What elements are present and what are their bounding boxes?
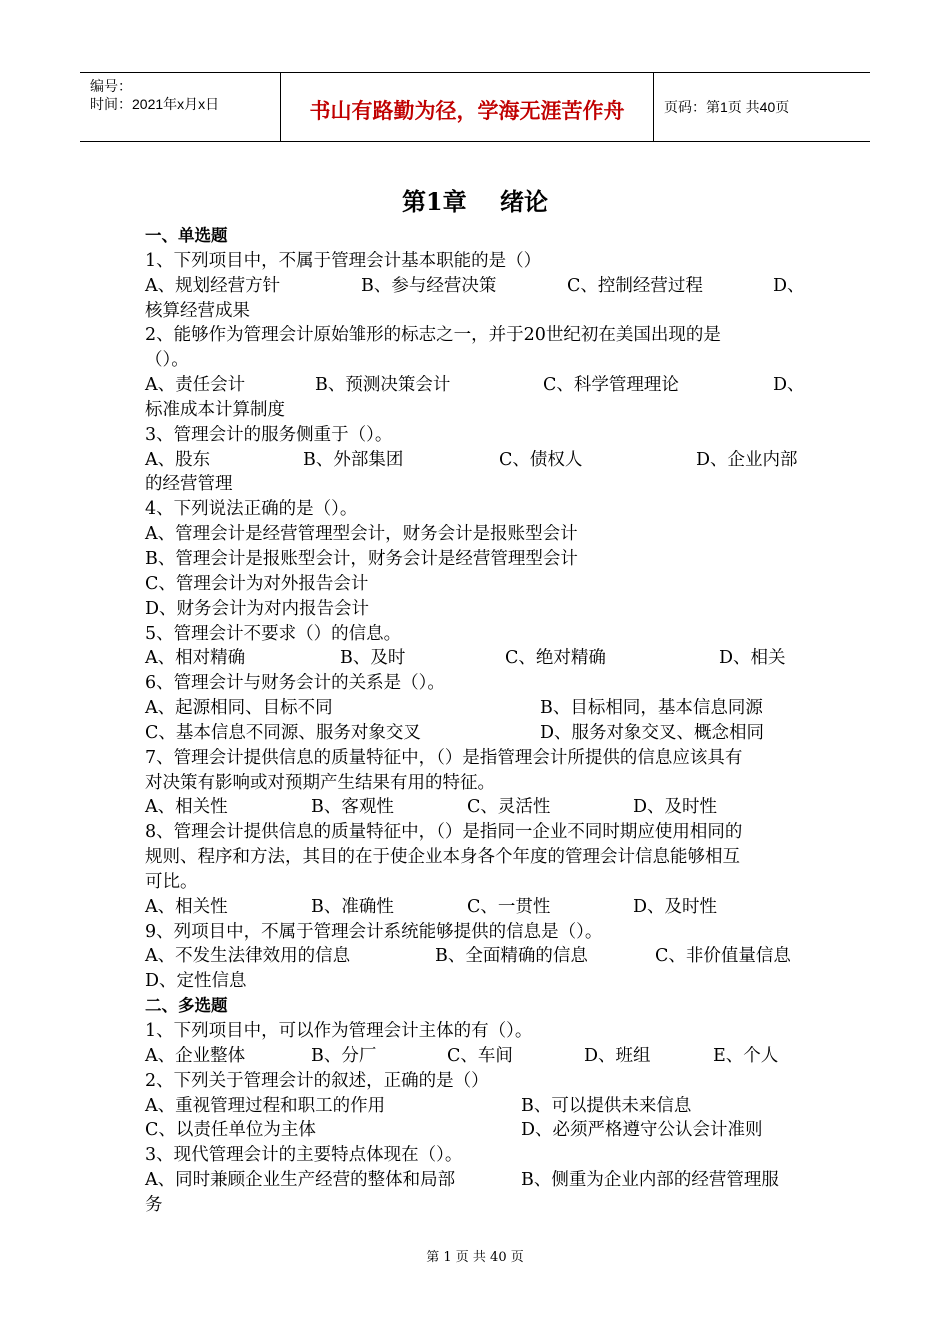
section-heading-multi-choice: 二、多选题 xyxy=(145,997,228,1016)
question-text: 2、下列关于管理会计的叙述，正确的是（） xyxy=(145,1070,489,1091)
question-text: 4、下列说法正确的是（）。 xyxy=(145,499,358,520)
document-number-label: 编号： xyxy=(90,78,132,94)
option-b: B、可以提供未来信息 xyxy=(521,1095,692,1116)
option-b-continued: 务 xyxy=(145,1194,163,1215)
option-d: D、必须严格遵守公认会计准则 xyxy=(521,1120,763,1141)
option-d: D、财务会计为对内报告会计 xyxy=(145,598,370,619)
option-d: D、及时性 xyxy=(633,797,718,818)
question-text: 7、管理会计提供信息的质量特征中，（）是指管理会计所提供的信息应该具有 xyxy=(145,747,743,768)
option-d: D、服务对象交叉、概念相同 xyxy=(540,722,765,743)
option-c: C、绝对精确 xyxy=(505,648,606,669)
option-b: B、目标相同，基本信息同源 xyxy=(540,698,763,719)
section-heading-single-choice: 一、单选题 xyxy=(145,227,228,245)
option-a: A、同时兼顾企业生产经营的整体和局部 xyxy=(145,1170,456,1191)
option-a: A、管理会计是经营管理型会计，财务会计是报账型会计 xyxy=(145,524,578,545)
option-d: D、相关 xyxy=(719,648,786,669)
document-body xyxy=(145,224,810,1218)
option-a: A、规划经营方针 xyxy=(145,275,281,296)
option-c: C、科学管理理论 xyxy=(543,375,679,396)
question-text: 1、下列项目中，不属于管理会计基本职能的是（） xyxy=(145,250,542,271)
option-b: B、分厂 xyxy=(311,1045,377,1066)
option-d: D、企业内部 xyxy=(696,449,798,470)
option-a: A、责任会计 xyxy=(145,375,246,396)
option-d-continued: 核算经营成果 xyxy=(145,300,250,321)
question-text-continued: 可比。 xyxy=(145,871,198,892)
document-header xyxy=(80,72,870,142)
option-d: D、班组 xyxy=(584,1045,651,1066)
question-text-continued: （）。 xyxy=(145,350,189,371)
option-b: B、侧重为企业内部的经营管理服 xyxy=(521,1170,779,1191)
question-text: 6、管理会计与财务会计的关系是（）。 xyxy=(145,673,445,694)
question-text: 2、能够作为管理会计原始雏形的标志之一，并于20世纪初在美国出现的是 xyxy=(145,325,721,346)
option-c: C、灵活性 xyxy=(467,797,551,818)
document-time-label: 时间：2021年x月x日 xyxy=(90,96,220,112)
header-right-cell xyxy=(654,73,870,141)
header-left-cell xyxy=(80,73,281,141)
option-a: A、企业整体 xyxy=(145,1045,246,1066)
option-d-continued: 的经营管理 xyxy=(145,474,233,495)
option-c: C、债权人 xyxy=(499,449,583,470)
option-b: B、外部集团 xyxy=(303,449,404,470)
option-e: E、个人 xyxy=(713,1045,779,1066)
question-text: 3、管理会计的服务侧重于（）。 xyxy=(145,424,393,445)
option-b: B、管理会计是报账型会计，财务会计是经营管理型会计 xyxy=(145,548,578,569)
option-a: A、重视管理过程和职工的作用 xyxy=(145,1095,386,1116)
option-c: C、非价值量信息 xyxy=(655,946,791,967)
question-text: 8、管理会计提供信息的质量特征中，（）是指同一企业不同时期应使用相同的 xyxy=(145,822,743,843)
option-b: B、准确性 xyxy=(311,896,394,917)
option-a: A、相对精确 xyxy=(145,648,246,669)
option-c: C、车间 xyxy=(447,1045,513,1066)
page-footer: 第 1 页 共 40 页 xyxy=(426,1250,524,1265)
option-a: A、起源相同、目标不同 xyxy=(145,698,333,719)
option-c: C、一贯性 xyxy=(467,896,551,917)
header-page-info: 页码：第1页 共40页 xyxy=(664,99,790,115)
chapter-title: 第1章 绪论 xyxy=(401,187,549,216)
option-a: A、不发生法律效用的信息 xyxy=(145,946,351,967)
option-a: A、相关性 xyxy=(145,797,228,818)
option-c: C、基本信息不同源、服务对象交叉 xyxy=(145,722,421,743)
option-d: D、定性信息 xyxy=(145,971,247,992)
option-b: B、客观性 xyxy=(311,797,394,818)
option-d: D、 xyxy=(773,275,805,296)
option-a: A、股东 xyxy=(145,449,211,470)
question-text-continued: 对决策有影响或对预期产生结果有用的特征。 xyxy=(145,772,495,793)
option-a: A、相关性 xyxy=(145,896,228,917)
option-d-continued: 标准成本计算制度 xyxy=(145,399,285,420)
option-b: B、及时 xyxy=(340,648,406,669)
question-text: 5、管理会计不要求（）的信息。 xyxy=(145,623,402,644)
option-b: B、预测决策会计 xyxy=(315,375,451,396)
question-text-continued: 规则、程序和方法，其目的在于使企业本身各个年度的管理会计信息能够相互 xyxy=(145,847,740,868)
question-text: 1、下列项目中，可以作为管理会计主体的有（）。 xyxy=(145,1021,533,1041)
option-d: D、 xyxy=(773,375,805,396)
question-text: 9、列项目中，不属于管理会计系统能够提供的信息是（）。 xyxy=(145,921,603,942)
header-motto: 书山有路勤为径，学海无涯苦作舟 xyxy=(309,98,625,123)
option-c: C、以责任单位为主体 xyxy=(145,1120,316,1141)
question-text: 3、现代管理会计的主要特点体现在（）。 xyxy=(145,1145,463,1166)
option-c: C、控制经营过程 xyxy=(567,275,703,296)
header-center-cell xyxy=(281,73,654,141)
option-b: B、全面精确的信息 xyxy=(435,946,588,967)
option-d: D、及时性 xyxy=(633,896,718,917)
option-c: C、管理会计为对外报告会计 xyxy=(145,573,369,594)
option-b: B、参与经营决策 xyxy=(361,275,497,296)
